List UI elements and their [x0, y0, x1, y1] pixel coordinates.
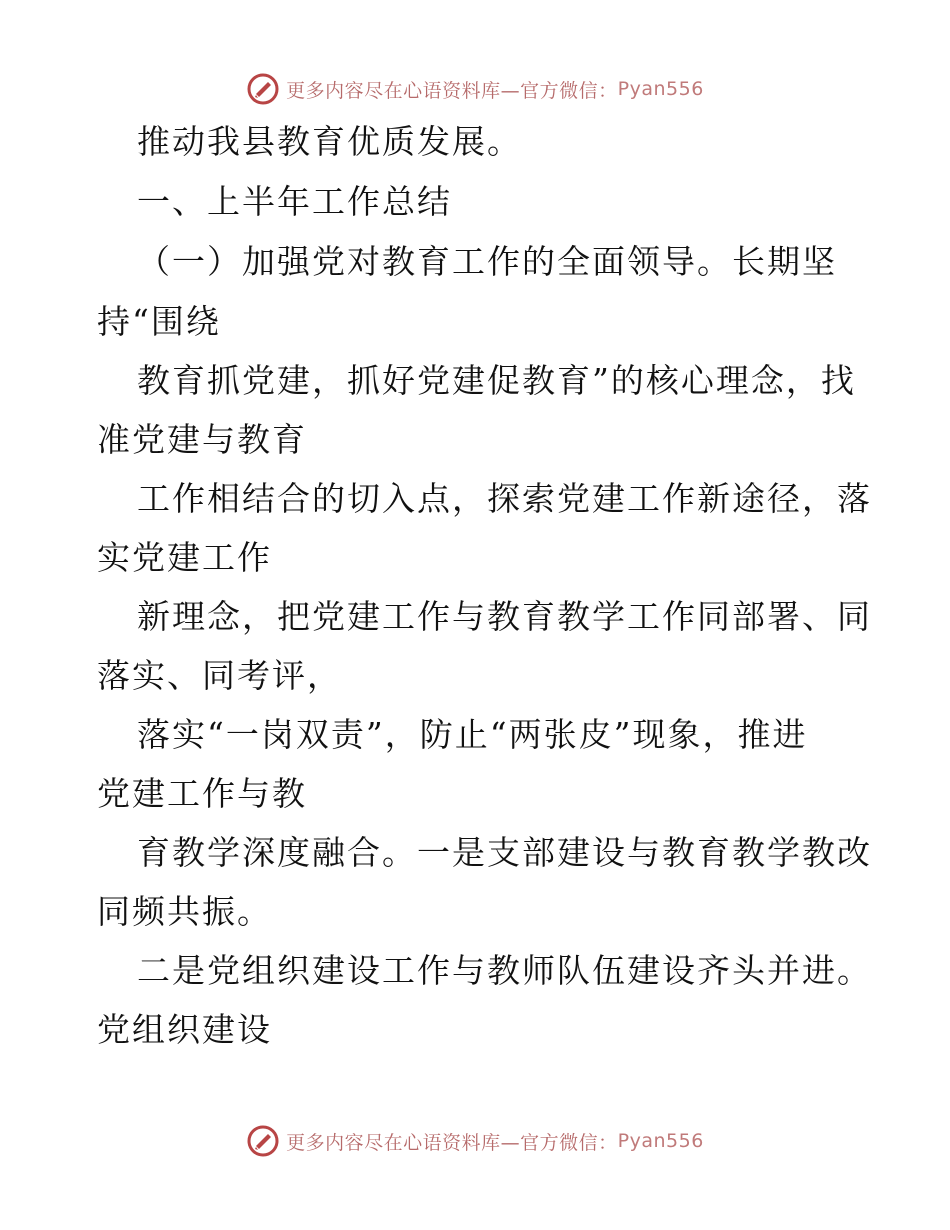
text-line: （一）加强党对教育工作的全面领导。长期坚	[137, 242, 837, 281]
section-heading: 一、上半年工作总结	[137, 182, 452, 221]
text-line: 持“围绕	[97, 302, 221, 341]
text-line: 工作相结合的切入点，探索党建工作新途径，落	[137, 479, 872, 518]
text-line: 准党建与教育	[97, 420, 307, 459]
watermark-text: 更多内容尽在心语资料库—官方微信：	[286, 1131, 618, 1154]
text-line: 教育抓党建，抓好党建促教育”的核心理念，找	[137, 361, 856, 400]
text-line: 推动我县教育优质发展。	[137, 122, 522, 161]
text-line: 党建工作与教	[97, 774, 307, 813]
header-watermark	[0, 72, 950, 106]
text-line: 落实、同考评，	[97, 656, 342, 695]
text-line: 实党建工作	[97, 538, 272, 577]
library-logo-icon	[246, 72, 280, 106]
watermark-wechat-id: Pyan556	[617, 1130, 704, 1152]
library-logo-icon	[246, 1124, 280, 1158]
text-line: 二是党组织建设工作与教师队伍建设齐头并进。	[137, 951, 872, 990]
text-line: 育教学深度融合。一是支部建设与教育教学教改	[137, 833, 872, 872]
text-line: 党组织建设	[97, 1010, 272, 1049]
text-line: 落实“一岗双责”，防止“两张皮”现象，推进	[137, 715, 808, 754]
watermark-text: 更多内容尽在心语资料库—官方微信：	[286, 79, 618, 102]
text-line: 新理念，把党建工作与教育教学工作同部署、同	[137, 597, 872, 636]
watermark-wechat-id: Pyan556	[617, 78, 704, 100]
text-line: 同频共振。	[97, 892, 272, 931]
footer-watermark	[0, 1124, 950, 1158]
